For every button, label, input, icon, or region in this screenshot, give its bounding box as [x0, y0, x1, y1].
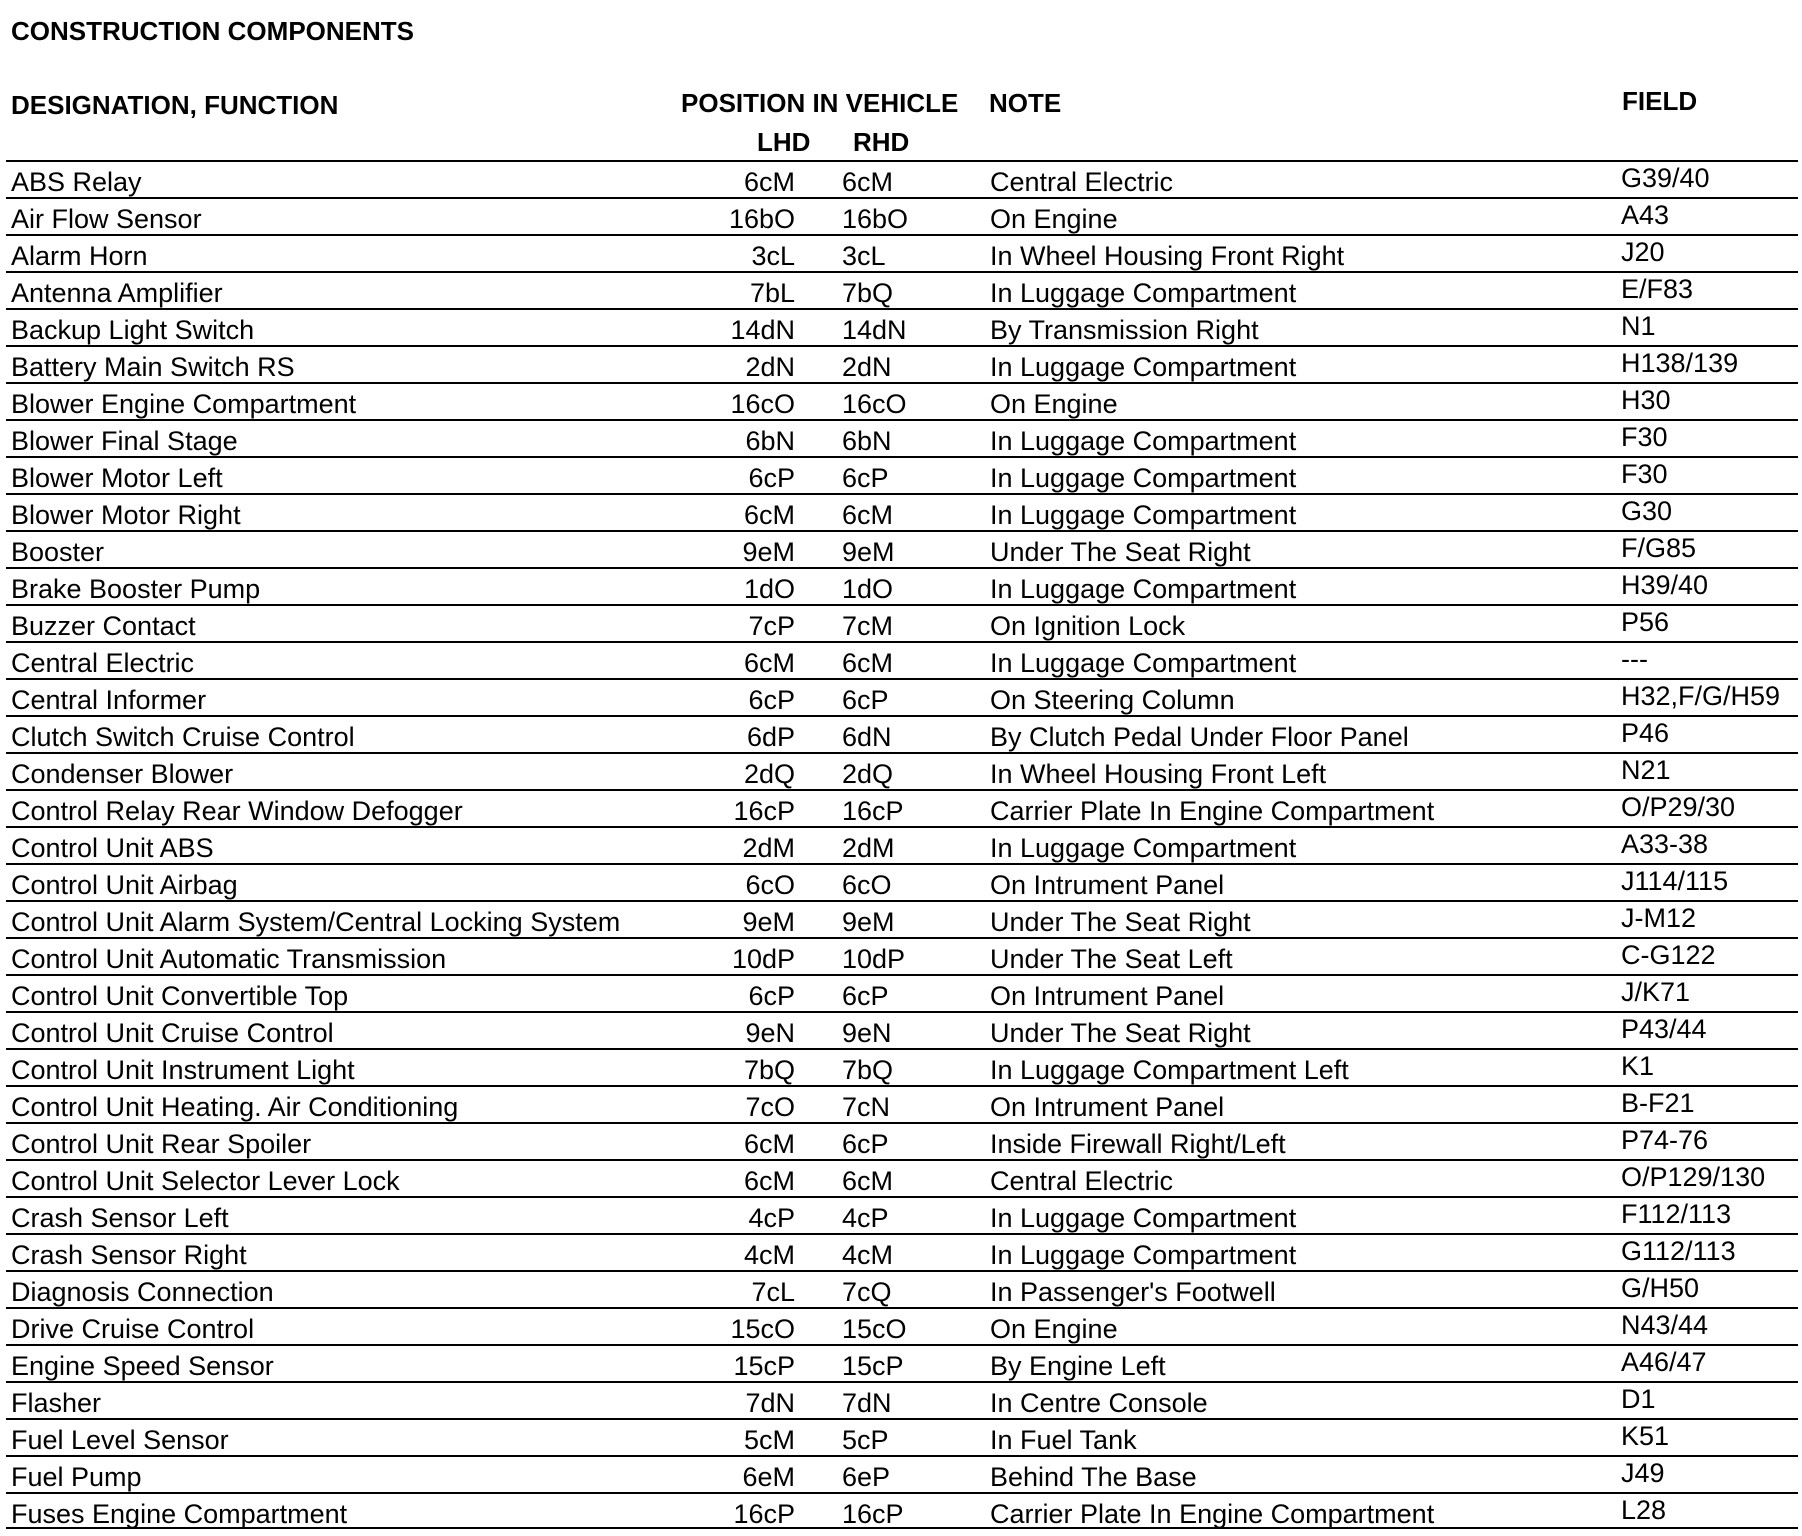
- cell-note: In Luggage Compartment: [990, 278, 1297, 308]
- cell-field: O/P29/30: [1621, 792, 1736, 822]
- cell-lhd: 6cM: [743, 500, 795, 530]
- table-row: [6, 197, 1798, 234]
- cell-note: Carrier Plate In Engine Compartment: [990, 1499, 1435, 1529]
- cell-designation: Control Unit Rear Spoiler: [11, 1129, 312, 1159]
- cell-lhd: 6dP: [746, 722, 795, 752]
- cell-rhd: 4cP: [842, 1203, 889, 1233]
- cell-lhd: 6bN: [745, 426, 795, 456]
- cell-designation: Control Unit Automatic Transmission: [11, 944, 447, 974]
- cell-note: Inside Firewall Right/Left: [990, 1129, 1286, 1159]
- table-row: [6, 1011, 1798, 1048]
- table-row: [6, 1381, 1798, 1418]
- components-table: [6, 160, 1798, 1529]
- cell-designation: Control Unit Airbag: [11, 870, 238, 900]
- table-row: [6, 1455, 1798, 1492]
- cell-rhd: 15cO: [842, 1314, 907, 1344]
- cell-field: N43/44: [1621, 1310, 1709, 1340]
- cell-rhd: 7cN: [842, 1092, 891, 1122]
- cell-designation: Control Unit Convertible Top: [11, 981, 349, 1011]
- cell-lhd: 4cM: [743, 1240, 795, 1270]
- cell-lhd: 4cP: [748, 1203, 795, 1233]
- cell-note: Behind The Base: [990, 1462, 1197, 1492]
- table-row: [6, 752, 1798, 789]
- table-row: [6, 1159, 1798, 1196]
- column-header-rhd: RHD: [853, 127, 910, 157]
- cell-note: On Engine: [990, 204, 1118, 234]
- cell-rhd: 6cM: [842, 167, 894, 197]
- cell-field: A43: [1621, 200, 1670, 230]
- cell-designation: Clutch Switch Cruise Control: [11, 722, 355, 752]
- cell-field: J49: [1621, 1458, 1665, 1488]
- cell-note: In Centre Console: [990, 1388, 1208, 1418]
- cell-note: On Intrument Panel: [990, 1092, 1225, 1122]
- cell-field: P46: [1621, 718, 1670, 748]
- cell-field: G30: [1621, 496, 1673, 526]
- cell-lhd: 6cO: [745, 870, 795, 900]
- cell-note: In Fuel Tank: [990, 1425, 1137, 1455]
- cell-field: J114/115: [1621, 866, 1729, 896]
- cell-designation: Blower Motor Right: [11, 500, 241, 530]
- cell-note: Carrier Plate In Engine Compartment: [990, 796, 1435, 826]
- cell-designation: Control Unit Heating. Air Conditioning: [11, 1092, 459, 1122]
- cell-designation: Antenna Amplifier: [11, 278, 223, 308]
- table-row: [6, 1344, 1798, 1381]
- column-header-designation: DESIGNATION, FUNCTION: [11, 90, 339, 120]
- cell-field: C-G122: [1621, 940, 1716, 970]
- cell-field: E/F83: [1621, 274, 1694, 304]
- cell-designation: Control Unit Cruise Control: [11, 1018, 334, 1048]
- cell-field: P43/44: [1621, 1014, 1707, 1044]
- table-row: [6, 678, 1798, 715]
- table-row: [6, 1085, 1798, 1122]
- cell-field: H30: [1621, 385, 1671, 415]
- cell-field: J/K71: [1621, 977, 1691, 1007]
- table-row: [6, 419, 1798, 456]
- cell-note: On Intrument Panel: [990, 981, 1225, 1011]
- cell-designation: Control Relay Rear Window Defogger: [11, 796, 463, 826]
- cell-field: L28: [1621, 1495, 1667, 1525]
- cell-lhd: 6cM: [743, 1129, 795, 1159]
- page-title: CONSTRUCTION COMPONENTS: [11, 16, 414, 46]
- cell-rhd: 6cM: [842, 1166, 894, 1196]
- cell-designation: Blower Engine Compartment: [11, 389, 357, 419]
- cell-note: In Wheel Housing Front Left: [990, 759, 1327, 789]
- cell-rhd: 1dO: [842, 574, 894, 604]
- cell-field: D1: [1621, 1384, 1656, 1414]
- cell-designation: Crash Sensor Left: [11, 1203, 229, 1233]
- cell-field: ---: [1621, 644, 1648, 674]
- cell-designation: Brake Booster Pump: [11, 574, 261, 604]
- cell-rhd: 14dN: [842, 315, 907, 345]
- cell-note: By Engine Left: [990, 1351, 1166, 1381]
- cell-designation: Fuel Level Sensor: [11, 1425, 229, 1455]
- cell-designation: Condenser Blower: [11, 759, 234, 789]
- cell-designation: Blower Final Stage: [11, 426, 238, 456]
- table-row: [6, 160, 1798, 197]
- cell-rhd: 6cM: [842, 500, 894, 530]
- cell-lhd: 7bL: [749, 278, 795, 308]
- cell-field: A46/47: [1621, 1347, 1707, 1377]
- cell-designation: Crash Sensor Right: [11, 1240, 247, 1270]
- cell-field: H138/139: [1621, 348, 1739, 378]
- cell-rhd: 9eN: [842, 1018, 892, 1048]
- cell-designation: Control Unit Instrument Light: [11, 1055, 355, 1085]
- cell-lhd: 10dP: [731, 944, 795, 974]
- cell-rhd: 16cP: [842, 1499, 904, 1529]
- table-row: [6, 234, 1798, 271]
- cell-lhd: 6cP: [748, 685, 795, 715]
- cell-rhd: 6cP: [842, 463, 889, 493]
- cell-rhd: 6bN: [842, 426, 892, 456]
- cell-lhd: 15cO: [730, 1314, 795, 1344]
- cell-lhd: 9eM: [742, 537, 795, 567]
- cell-field: F30: [1621, 422, 1668, 452]
- cell-designation: Fuses Engine Compartment: [11, 1499, 348, 1529]
- cell-note: Under The Seat Left: [990, 944, 1233, 974]
- table-row: [6, 1418, 1798, 1455]
- column-header-field: FIELD: [1622, 86, 1698, 116]
- cell-field: F30: [1621, 459, 1668, 489]
- cell-note: Under The Seat Right: [990, 907, 1251, 937]
- cell-field: J20: [1621, 237, 1665, 267]
- cell-rhd: 7bQ: [842, 278, 894, 308]
- cell-designation: Air Flow Sensor: [11, 204, 202, 234]
- table-row: [6, 937, 1798, 974]
- cell-designation: Blower Motor Left: [11, 463, 223, 493]
- cell-designation: Buzzer Contact: [11, 611, 196, 641]
- cell-lhd: 7cP: [748, 611, 795, 641]
- cell-note: Under The Seat Right: [990, 1018, 1251, 1048]
- cell-note: In Luggage Compartment: [990, 833, 1297, 863]
- cell-lhd: 7dN: [745, 1388, 795, 1418]
- cell-designation: Central Electric: [11, 648, 195, 678]
- cell-note: In Luggage Compartment: [990, 352, 1297, 382]
- cell-designation: Booster: [11, 537, 105, 567]
- cell-field: J-M12: [1621, 903, 1697, 933]
- cell-note: In Wheel Housing Front Right: [990, 241, 1345, 271]
- cell-note: On Steering Column: [990, 685, 1235, 715]
- cell-rhd: 6cP: [842, 981, 889, 1011]
- cell-field: F112/113: [1621, 1199, 1732, 1229]
- cell-lhd: 14dN: [730, 315, 795, 345]
- cell-lhd: 6cP: [748, 463, 795, 493]
- cell-field: O/P129/130: [1621, 1162, 1766, 1192]
- cell-designation: Flasher: [11, 1388, 102, 1418]
- cell-rhd: 3cL: [842, 241, 886, 271]
- cell-lhd: 7cL: [751, 1277, 795, 1307]
- table-row: [6, 900, 1798, 937]
- cell-rhd: 7bQ: [842, 1055, 894, 1085]
- cell-lhd: 6cM: [743, 1166, 795, 1196]
- cell-lhd: 9eM: [742, 907, 795, 937]
- cell-lhd: 7bQ: [743, 1055, 795, 1085]
- cell-rhd: 5cP: [842, 1425, 889, 1455]
- cell-lhd: 2dM: [742, 833, 795, 863]
- cell-designation: Central Informer: [11, 685, 207, 715]
- cell-rhd: 16cO: [842, 389, 907, 419]
- cell-rhd: 7cM: [842, 611, 894, 641]
- cell-designation: Fuel Pump: [11, 1462, 142, 1492]
- table-row: [6, 641, 1798, 678]
- cell-field: G112/113: [1621, 1236, 1736, 1266]
- cell-lhd: 5cM: [743, 1425, 795, 1455]
- cell-field: P56: [1621, 607, 1670, 637]
- table-row: [6, 345, 1798, 382]
- table-row: [6, 271, 1798, 308]
- cell-rhd: 16bO: [842, 204, 909, 234]
- cell-field: G39/40: [1621, 163, 1710, 193]
- cell-designation: Control Unit ABS: [11, 833, 214, 863]
- table-row: [6, 863, 1798, 900]
- cell-lhd: 2dQ: [743, 759, 795, 789]
- table-row: [6, 715, 1798, 752]
- cell-designation: ABS Relay: [11, 167, 142, 197]
- cell-designation: Control Unit Alarm System/Central Locking System: [11, 907, 621, 937]
- cell-note: In Luggage Compartment Left: [990, 1055, 1349, 1085]
- cell-rhd: 7cQ: [842, 1277, 892, 1307]
- table-row: [6, 1196, 1798, 1233]
- cell-field: B-F21: [1621, 1088, 1695, 1118]
- cell-lhd: 6cM: [743, 167, 795, 197]
- cell-lhd: 16cP: [733, 796, 795, 826]
- table-row: [6, 826, 1798, 863]
- cell-note: By Transmission Right: [990, 315, 1259, 345]
- cell-rhd: 9eM: [842, 907, 895, 937]
- cell-designation: Alarm Horn: [11, 241, 148, 271]
- cell-lhd: 16bO: [728, 204, 795, 234]
- cell-note: In Luggage Compartment: [990, 1240, 1297, 1270]
- table-row: [6, 974, 1798, 1011]
- cell-field: H39/40: [1621, 570, 1709, 600]
- cell-note: In Luggage Compartment: [990, 574, 1297, 604]
- table-row: [6, 1048, 1798, 1085]
- cell-designation: Engine Speed Sensor: [11, 1351, 274, 1381]
- cell-rhd: 15cP: [842, 1351, 904, 1381]
- cell-field: A33-38: [1621, 829, 1709, 859]
- cell-note: Central Electric: [990, 167, 1174, 197]
- cell-lhd: 7cO: [745, 1092, 795, 1122]
- cell-designation: Backup Light Switch: [11, 315, 255, 345]
- cell-rhd: 7dN: [842, 1388, 892, 1418]
- cell-lhd: 2dN: [745, 352, 795, 382]
- cell-field: H32,F/G/H59: [1621, 681, 1781, 711]
- table-row: [6, 1492, 1798, 1529]
- cell-field: K1: [1621, 1051, 1655, 1081]
- cell-lhd: 6cM: [743, 648, 795, 678]
- cell-designation: Control Unit Selector Lever Lock: [11, 1166, 400, 1196]
- cell-field: F/G85: [1621, 533, 1697, 563]
- table-row: [6, 382, 1798, 419]
- column-header-note: NOTE: [989, 88, 1062, 118]
- cell-note: In Luggage Compartment: [990, 500, 1297, 530]
- cell-lhd: 1dO: [743, 574, 795, 604]
- column-header-position: POSITION IN VEHICLE: [681, 88, 959, 118]
- cell-note: On Intrument Panel: [990, 870, 1225, 900]
- cell-rhd: 6cM: [842, 648, 894, 678]
- table-row: [6, 1270, 1798, 1307]
- cell-lhd: 16cP: [733, 1499, 795, 1529]
- cell-rhd: 6eP: [842, 1462, 891, 1492]
- cell-designation: Diagnosis Connection: [11, 1277, 274, 1307]
- table-row: [6, 530, 1798, 567]
- cell-field: N1: [1621, 311, 1656, 341]
- cell-rhd: 6cO: [842, 870, 892, 900]
- cell-designation: Drive Cruise Control: [11, 1314, 255, 1344]
- table-row: [6, 308, 1798, 345]
- cell-lhd: 6eM: [742, 1462, 795, 1492]
- cell-rhd: 2dN: [842, 352, 892, 382]
- cell-rhd: 6cP: [842, 685, 889, 715]
- cell-rhd: 16cP: [842, 796, 904, 826]
- cell-field: N21: [1621, 755, 1671, 785]
- cell-rhd: 6cP: [842, 1129, 889, 1159]
- cell-rhd: 2dM: [842, 833, 895, 863]
- cell-note: On Ignition Lock: [990, 611, 1186, 641]
- cell-lhd: 9eN: [745, 1018, 795, 1048]
- cell-note: In Luggage Compartment: [990, 648, 1297, 678]
- cell-note: In Luggage Compartment: [990, 463, 1297, 493]
- cell-note: In Luggage Compartment: [990, 426, 1297, 456]
- cell-rhd: 4cM: [842, 1240, 894, 1270]
- table-row: [6, 567, 1798, 604]
- cell-note: By Clutch Pedal Under Floor Panel: [990, 722, 1409, 752]
- table-row: [6, 1233, 1798, 1270]
- cell-lhd: 6cP: [748, 981, 795, 1011]
- table-row: [6, 456, 1798, 493]
- cell-field: K51: [1621, 1421, 1670, 1451]
- cell-designation: Battery Main Switch RS: [11, 352, 295, 382]
- cell-note: On Engine: [990, 389, 1118, 419]
- cell-lhd: 16cO: [730, 389, 795, 419]
- table-row: [6, 1122, 1798, 1159]
- cell-lhd: 15cP: [733, 1351, 795, 1381]
- column-header-lhd: LHD: [757, 127, 811, 157]
- cell-field: P74-76: [1621, 1125, 1709, 1155]
- cell-rhd: 9eM: [842, 537, 895, 567]
- cell-field: G/H50: [1621, 1273, 1700, 1303]
- table-row: [6, 789, 1798, 826]
- cell-lhd: 3cL: [751, 241, 795, 271]
- cell-note: Central Electric: [990, 1166, 1174, 1196]
- cell-note: On Engine: [990, 1314, 1118, 1344]
- table-row: [6, 604, 1798, 641]
- table-row: [6, 493, 1798, 530]
- cell-note: In Passenger's Footwell: [990, 1277, 1276, 1307]
- cell-rhd: 2dQ: [842, 759, 894, 789]
- cell-rhd: 6dN: [842, 722, 892, 752]
- cell-note: Under The Seat Right: [990, 537, 1251, 567]
- cell-rhd: 10dP: [842, 944, 906, 974]
- cell-note: In Luggage Compartment: [990, 1203, 1297, 1233]
- table-row: [6, 1307, 1798, 1344]
